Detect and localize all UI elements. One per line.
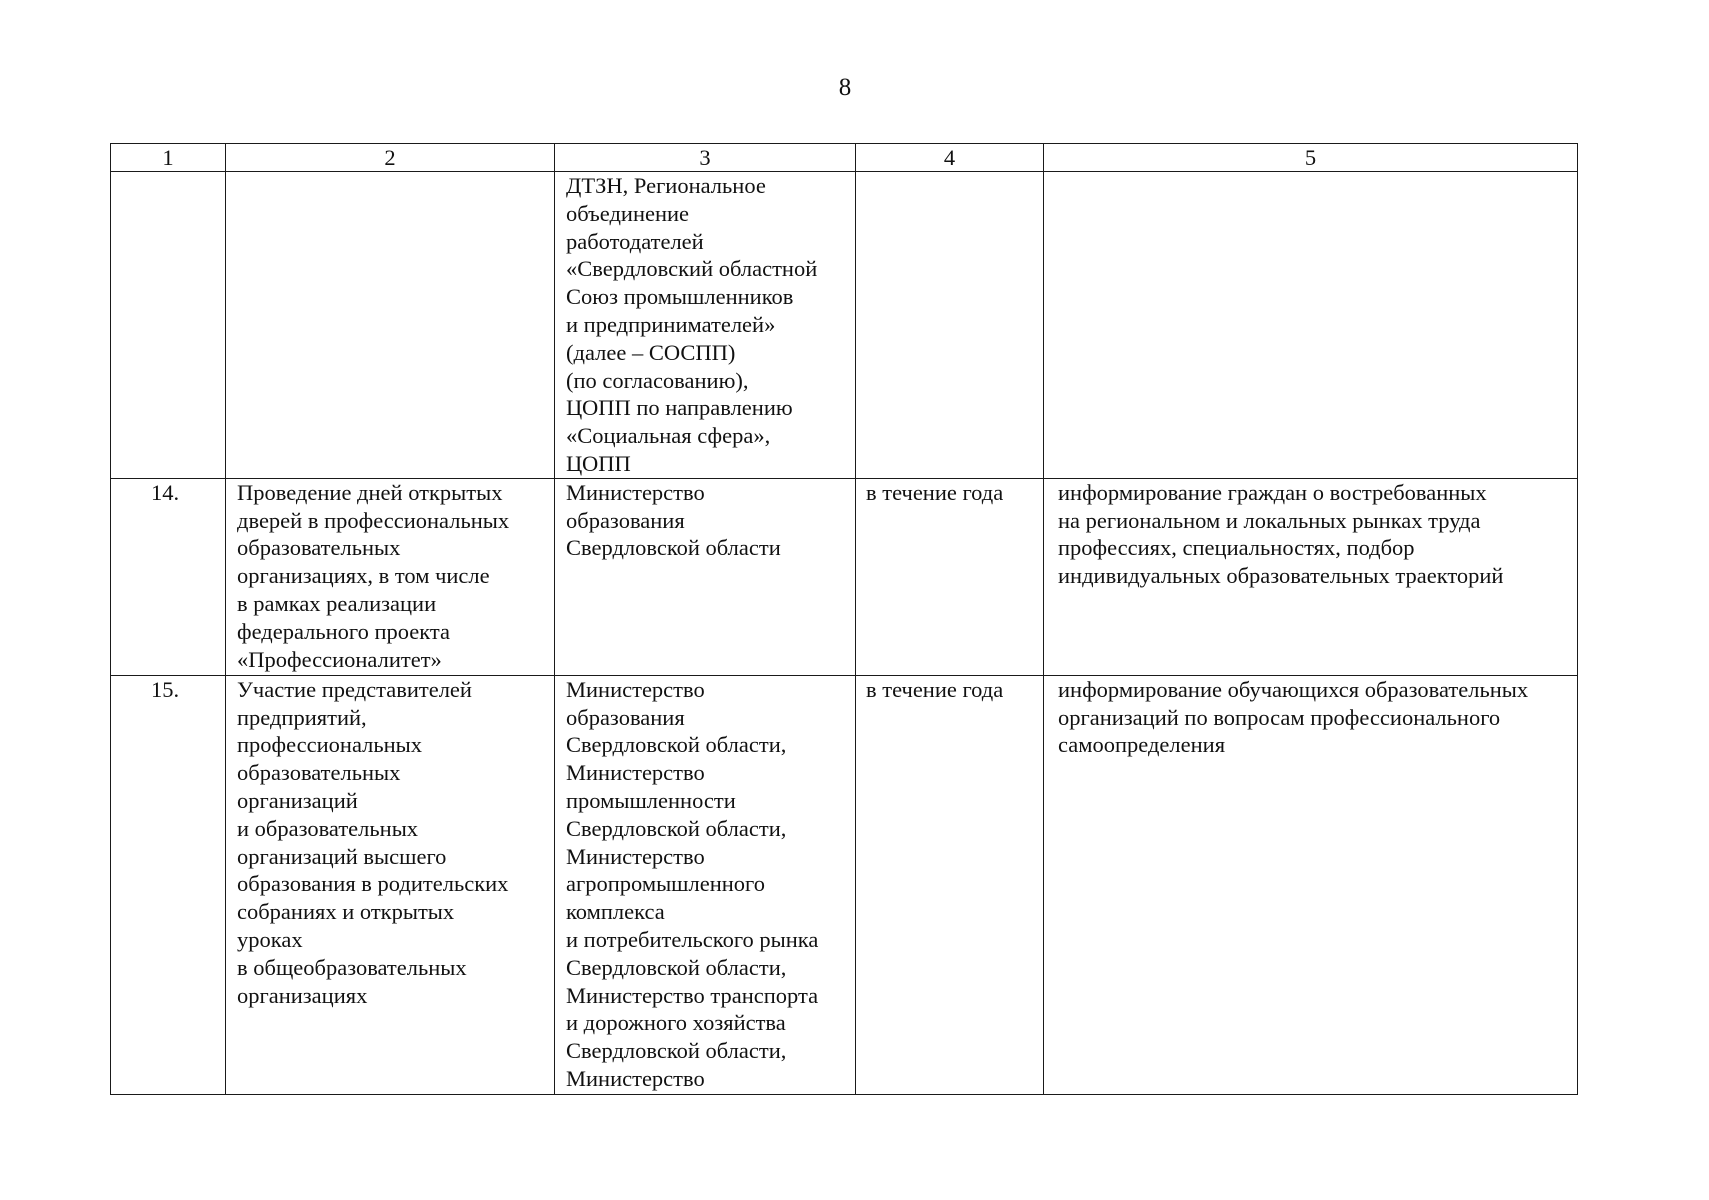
column-number-1: 1 <box>111 144 226 172</box>
deadline-cell <box>856 172 1044 479</box>
result-text: информирование обучающихся образовательных организаций по вопросам профессионального самоопределения <box>1058 676 1529 758</box>
deadline-text: в течение года <box>866 676 1004 702</box>
row-number: 14. <box>150 479 180 505</box>
table-row <box>111 675 1578 1094</box>
deadline-cell <box>856 675 1044 1094</box>
event-text: Участие представителей предприятий, профессиональных образовательных организаций и образовательных организаций высшего образования в родительских собраниях и открытых уроках в общеобразовательных организациях <box>237 676 509 1008</box>
event-cell <box>226 172 555 479</box>
deadline-text: в течение года <box>866 479 1004 505</box>
row-number-cell <box>111 478 226 675</box>
row-number: 15. <box>150 676 180 702</box>
event-cell <box>226 478 555 675</box>
result-cell <box>1044 675 1578 1094</box>
table-row <box>111 172 1578 479</box>
column-number-row <box>111 144 1578 172</box>
responsible-text: Министерство образования Свердловской области, Министерство промышленности Свердловской области, Министерство агропромышленного комплекса и потребительского рынка Свердловской области, Министерство транспорта и дорожного хозяйства Свердловской области, Министерство <box>566 676 819 1091</box>
responsible-cell <box>555 172 856 479</box>
page-number: 8 <box>838 74 852 101</box>
column-number-2: 2 <box>226 144 555 172</box>
column-number-3: 3 <box>555 144 856 172</box>
event-text: Проведение дней открытых дверей в профессиональных образовательных организациях, в том числе в рамках реализации федерального проекта «Профессионалитет» <box>237 479 510 672</box>
responsible-text: Министерство образования Свердловской области <box>566 479 781 561</box>
result-cell <box>1044 478 1578 675</box>
row-number-cell <box>111 172 226 479</box>
column-number-5: 5 <box>1044 144 1578 172</box>
result-text: информирование граждан о востребованных на региональном и локальных рынках труда профессиях, специальностях, подбор индивидуальных образовательных траекторий <box>1058 479 1504 589</box>
responsible-text: ДТЗН, Региональное объединение работодателей «Свердловский областной Союз промышленников и предпринимателей» (далее – СОСПП) (по согласованию), ЦОПП по направлению «Социальная сфера», ЦОПП <box>566 173 818 476</box>
column-number-4: 4 <box>856 144 1044 172</box>
event-cell <box>226 675 555 1094</box>
plan-table <box>110 143 1578 1095</box>
deadline-cell <box>856 478 1044 675</box>
table-row <box>111 478 1578 675</box>
row-number-cell <box>111 675 226 1094</box>
result-cell <box>1044 172 1578 479</box>
responsible-cell <box>555 478 856 675</box>
responsible-cell <box>555 675 856 1094</box>
